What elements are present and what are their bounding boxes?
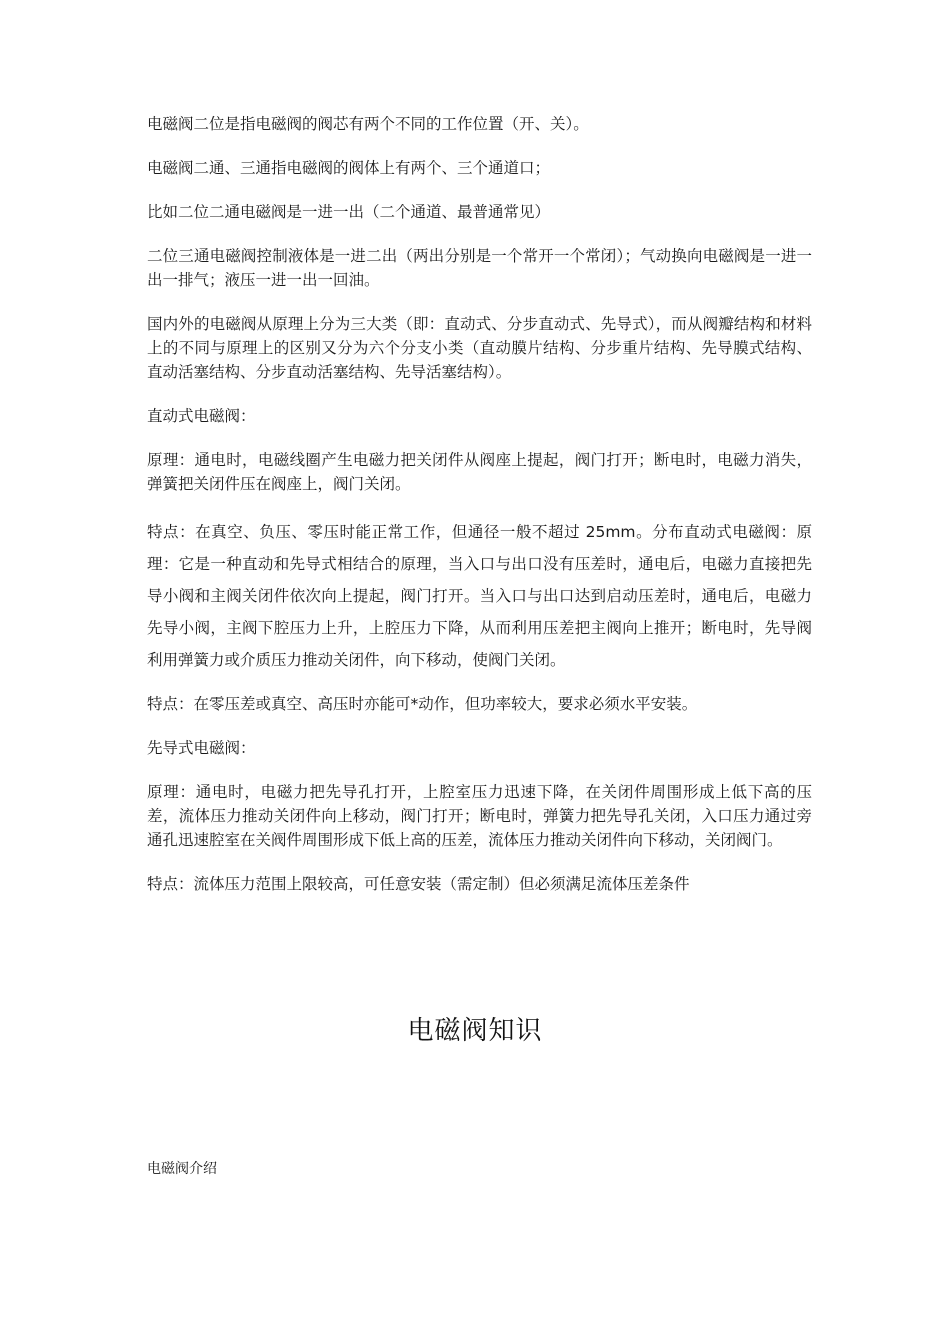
- paragraph-10: 先导式电磁阀：: [147, 739, 256, 757]
- paragraph-12: 特点：流体压力范围上限较高，可任意安装（需定制）但必须满足流体压差条件: [147, 875, 690, 893]
- paragraph-6: 直动式电磁阀：: [147, 407, 256, 425]
- paragraph-1: 电磁阀二位是指电磁阀的阀芯有两个不同的工作位置（开、关）。: [147, 115, 589, 133]
- body-text: [147, 112, 812, 916]
- paragraph-5: 国内外的电磁阀从原理上分为三大类（即：直动式、分步直动式、先导式），而从阀瓣结构和材料上的不同与原理上的区别又分为六个分支小类（直动膜片结构、分步重片结构、先导膜式结构、直动活塞结构、分步直动活塞结构、先导活塞结构）。: [147, 315, 812, 381]
- paragraph-4: 二位三通电磁阀控制液体是一进二出（两出分别是一个常开一个常闭）；气动换向电磁阀是一进一出一排气；液压一进一出一回油。: [147, 247, 812, 289]
- paragraph-9: 特点：在零压差或真空、高压时亦能可*动作，但功率较大，要求必须水平安装。: [147, 695, 698, 713]
- paragraph-8: 特点：在真空、负压、零压时能正常工作，但通径一般不超过 25mm。分布直动式电磁阀：原理：它是一种直动和先导式相结合的原理，当入口与出口没有压差时，通电后，电磁力直接把先导小阀和主阀关闭件依次向上提起，阀门打开。当入口与出口达到启动压差时，通电后，电磁力先导小阀，主阀下腔压力上升，上腔压力下降，从而利用压差把主阀向上推开；断电时，先导阀利用弹簧力或介质压力推动关闭件，向下移动，使阀门关闭。: [147, 523, 812, 669]
- paragraph-11: 原理：通电时，电磁力把先导孔打开，上腔室压力迅速下降，在关闭件周围形成上低下高的压差，流体压力推动关闭件向上移动，阀门打开；断电时，弹簧力把先导孔关闭，入口压力通过旁通孔迅速腔室在关阀件周围形成下低上高的压差，流体压力推动关闭件向下移动，关闭阀门。: [147, 783, 812, 849]
- paragraph-3: 比如二位二通电磁阀是一进一出（二个通道、最普通常见）: [147, 203, 551, 221]
- document-title: 电磁阀知识: [407, 1016, 543, 1046]
- paragraph-7: 原理：通电时，电磁线圈产生电磁力把关闭件从阀座上提起，阀门打开；断电时，电磁力消失，弹簧把关闭件压在阀座上，阀门关闭。: [147, 451, 812, 493]
- section-heading-intro: 电磁阀介绍: [147, 1161, 217, 1177]
- paragraph-2: 电磁阀二通、三通指电磁阀的阀体上有两个、三个通道口；: [147, 159, 551, 177]
